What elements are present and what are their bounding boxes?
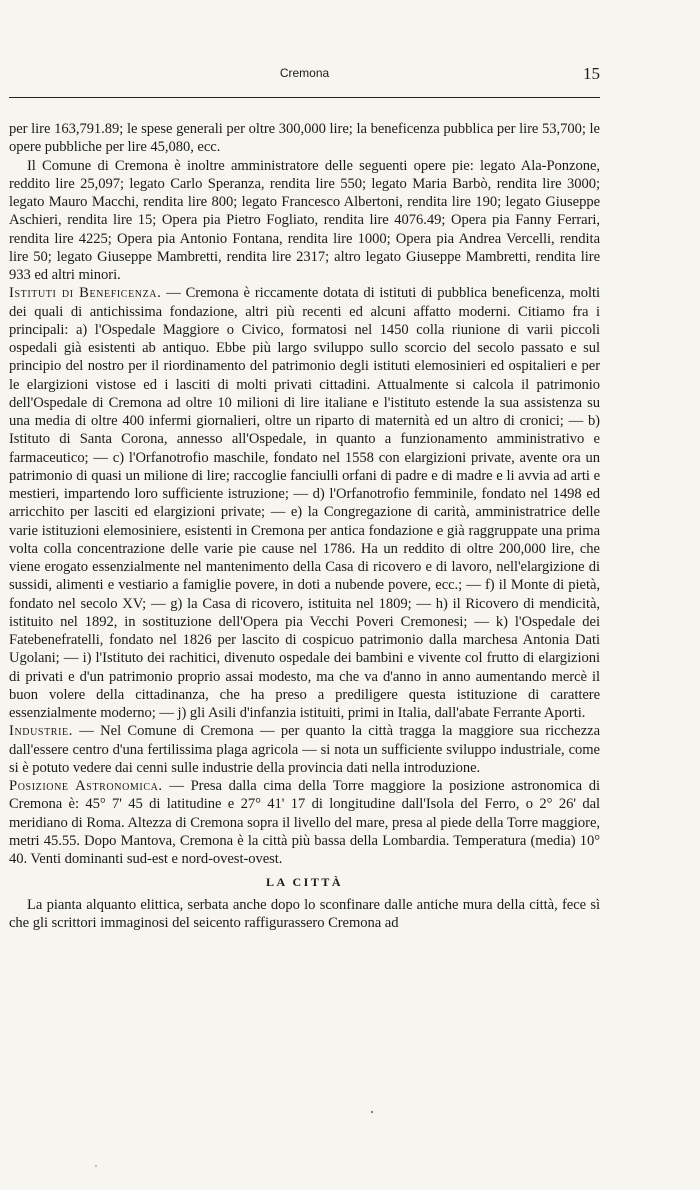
paragraph-opere-pie: Il Comune di Cremona è inoltre amministratore delle seguenti opere pie: legato Ala-Ponzone, reddito lire 25,097; legato Carlo Speranza, rendita lire 550; legato Maria Barbò, rendita lire 3000; legato Mauro Macchi, rendita lire 800; legato Francesco Albertoni, rendita lire 190; legato Giuseppe Aschieri, rendita lire 15; Opera pia Pietro Fogliato, rendita lire 4076.49; Opera pia Fanny Ferrari, rendita lire 4225; Opera pia Antonio Fontana, rendita lire 1000; Opera pia Andrea Vercelli, rendita lire 50; legato Giuseppe Mambretti, rendita lire 2317; altro legato Giuseppe Mambretti, rendita lire 933 ed altri minori. <box>9 157 600 283</box>
header-rule <box>9 97 600 98</box>
page-body <box>9 120 600 932</box>
paragraph-beneficenza <box>9 284 600 722</box>
paragraph-beneficenza-text: — Cremona è riccamente dotata di istituti di pubblica beneficenza, molti dei quali di antichissima fondazione, altri più recenti ed alcuni affatto moderni. Citiamo fra i principali: a) l'Ospedale Maggiore o Civico, formatosi nel 1450 colla riunione di varii piccoli ospedali già esistenti ab antiquo. Ebbe più largo sviluppo sullo scorcio del secolo passato e sul principio del nostro per il riordinamento del patrimonio degli istituti elemosinieri ed ospitalieri e per le elargizioni vistose ed i lasciti di molti privati cittadini. Attualmente si calcola il patrimonio dell'Ospedale di Cremona ad oltre 10 milioni di lire italiane e l'istituto estende la sua assistenza su una media di oltre 400 infermi giornalieri, oltre un riparto di maternità ed un altro di cronici; — b) Istituto di Santa Corona, annesso all'Ospedale, in quanto a funzionamento amministrativo e farmaceutico; — c) l'Orfanotrofio maschile, fondato nel 1558 con elargizioni private, avente ora un patrimonio di quasi un milione di lire; raccoglie fanciulli orfani di padre e di madre e li avvia ad arti e mestieri, impartendo loro sufficiente istruzione; — d) l'Orfanotrofio femminile, fondato nel 1498 ed arricchito per lasciti ed elargizioni private; — e) la Congregazione di carità, amministratrice delle varie istituzioni elemosiniere, esistenti in Cremona per antica fondazione e già raggruppate una prima volta colla concentrazione delle varie pie cause nel 1786. Ha un reddito di oltre 200,000 lire, che viene erogato essenzialmente nel mantenimento della Casa di ricovero e di lavoro, nell'elargizione di sussidi, alimenti e vestiario a famiglie povere, in doti a nubende povere, ecc.; — f) il Monte di pietà, fondato nel secolo XV; — g) la Casa di ricovero, istituita nel 1809; — h) il Ricovero di mendicità, istituito nel 1892, in sostituzione dell'Opera pia Vecchi Poveri Cremonesi; — k) l'Ospedale dei Fatebenefratelli, fondato nel 1826 per lascito di cospicuo patrimonio dalla marchesa Antonia Dati Ugolani; — i) l'Istituto dei rachitici, divenuto ospedale dei bambini e vivente col frutto di elargizioni di privati e d'un patrimonio proprio assai modesto, ma che va d'anno in anno aumentando mercè il buon volere della cittadinanza, che ha preso a prediligere questa istituzione di carattere essenzialmente moderno; — j) gli Asili d'infanzia istituiti, primi in Italia, dall'abate Ferrante Aporti. <box>9 285 601 721</box>
paragraph-posizione <box>9 777 600 868</box>
paragraph-industrie <box>9 722 600 777</box>
page-header <box>9 66 600 88</box>
paragraph-la-citta: La pianta alquanto elittica, serbata anche dopo lo sconfinare dalle antiche mura della città, fece sì che gli scrittori immaginosi del seicento raffigurassero Cremona ad <box>9 896 600 931</box>
running-title: Cremona <box>279 66 330 80</box>
section-heading-la-citta: LA CITTÀ <box>265 875 344 890</box>
speck <box>371 1111 373 1113</box>
speck <box>95 1165 97 1167</box>
run-in-heading-posizione: Posizione Astronomica. <box>9 778 163 794</box>
paragraph-budget: per lire 163,791.89; le spese generali per oltre 300,000 lire; la beneficenza pubblica per lire 53,700; le opere pubbliche per lire 45,080, ecc. <box>9 121 600 156</box>
run-in-heading-beneficenza: Istituti di Beneficenza. <box>9 285 162 302</box>
page-number: 15 <box>583 64 600 83</box>
run-in-heading-industrie: Industrie. <box>9 723 73 740</box>
paragraph-posizione-text: — Presa dalla cima della Torre maggiore la posizione astronomica di Cremona è: 45° 7' 45 di latitudine e 27° 41' 17 di longitudine dall'Isola del Ferro, o 2° 26' dal meridiano di Roma. Altezza di Cremona sopra il livello del mare, presa al piede della Torre maggiore, metri 45.55. Dopo Mantova, Cremona è la città più bassa della Lombardia. Temperatura (media) 10° 40. Venti dominanti sud-est e nord-ovest-ovest. <box>9 778 600 867</box>
paragraph-industrie-text: — Nel Comune di Cremona — per quanto la città tragga la maggiore sua ricchezza dall'essere centro d'una fertilissima plaga agricola — si nota un sufficiente sviluppo industriale, come si è potuto vedere dai cenni sulle industrie della provincia dati nella introduzione. <box>9 723 600 776</box>
